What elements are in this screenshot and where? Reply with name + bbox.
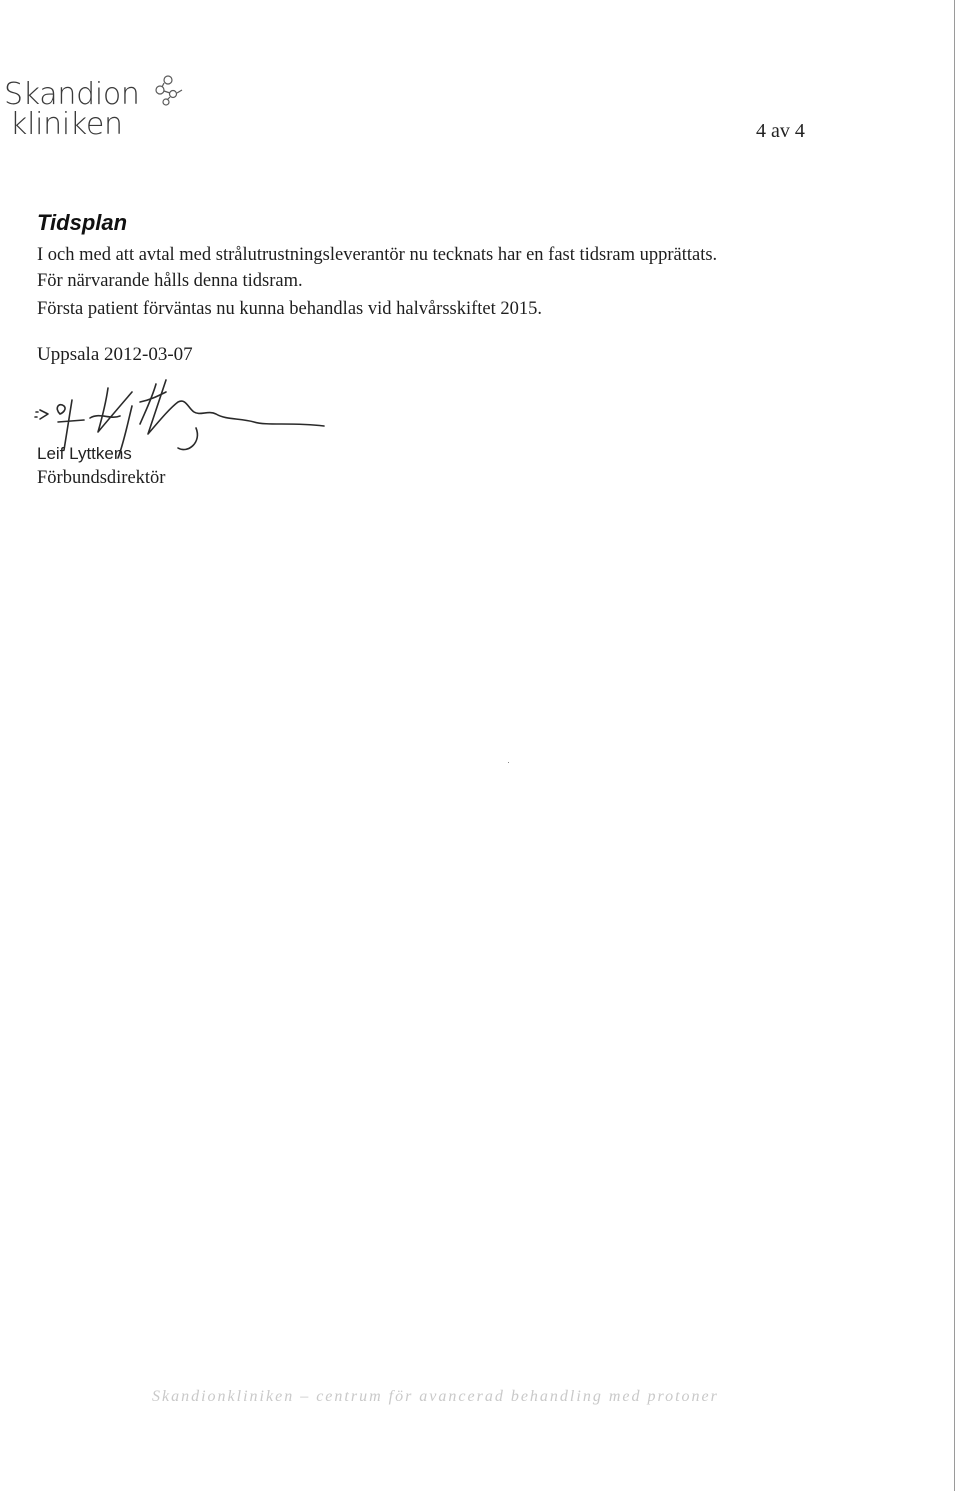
page-number: 4 av 4	[756, 120, 805, 142]
place-and-date: Uppsala 2012-03-07	[37, 344, 193, 365]
logo-text-line1: Skandion	[4, 77, 140, 112]
paragraph-line: I och med att avtal med strålutrustningsleverantör nu tecknats har en fast tidsram upprättats.	[37, 245, 718, 265]
logo-text-line2: kliniken	[10, 107, 123, 142]
signer-title: Förbundsdirektör	[37, 468, 166, 488]
footer-text: Skandionkliniken – centrum för avancerad behandling med protoner	[152, 1388, 719, 1405]
skandion-logo	[4, 77, 140, 142]
paragraph-line: Första patient förväntas nu kunna behandlas vid halvårsskiftet 2015.	[37, 299, 543, 319]
scan-speck	[508, 762, 509, 763]
logo-molecule-icon	[146, 72, 188, 112]
page-edge-line	[954, 0, 955, 1491]
section-heading: Tidsplan	[37, 210, 128, 235]
paragraph-line: För närvarande hålls denna tidsram.	[37, 271, 303, 291]
signer-name: Leif Lyttkens	[37, 444, 132, 463]
